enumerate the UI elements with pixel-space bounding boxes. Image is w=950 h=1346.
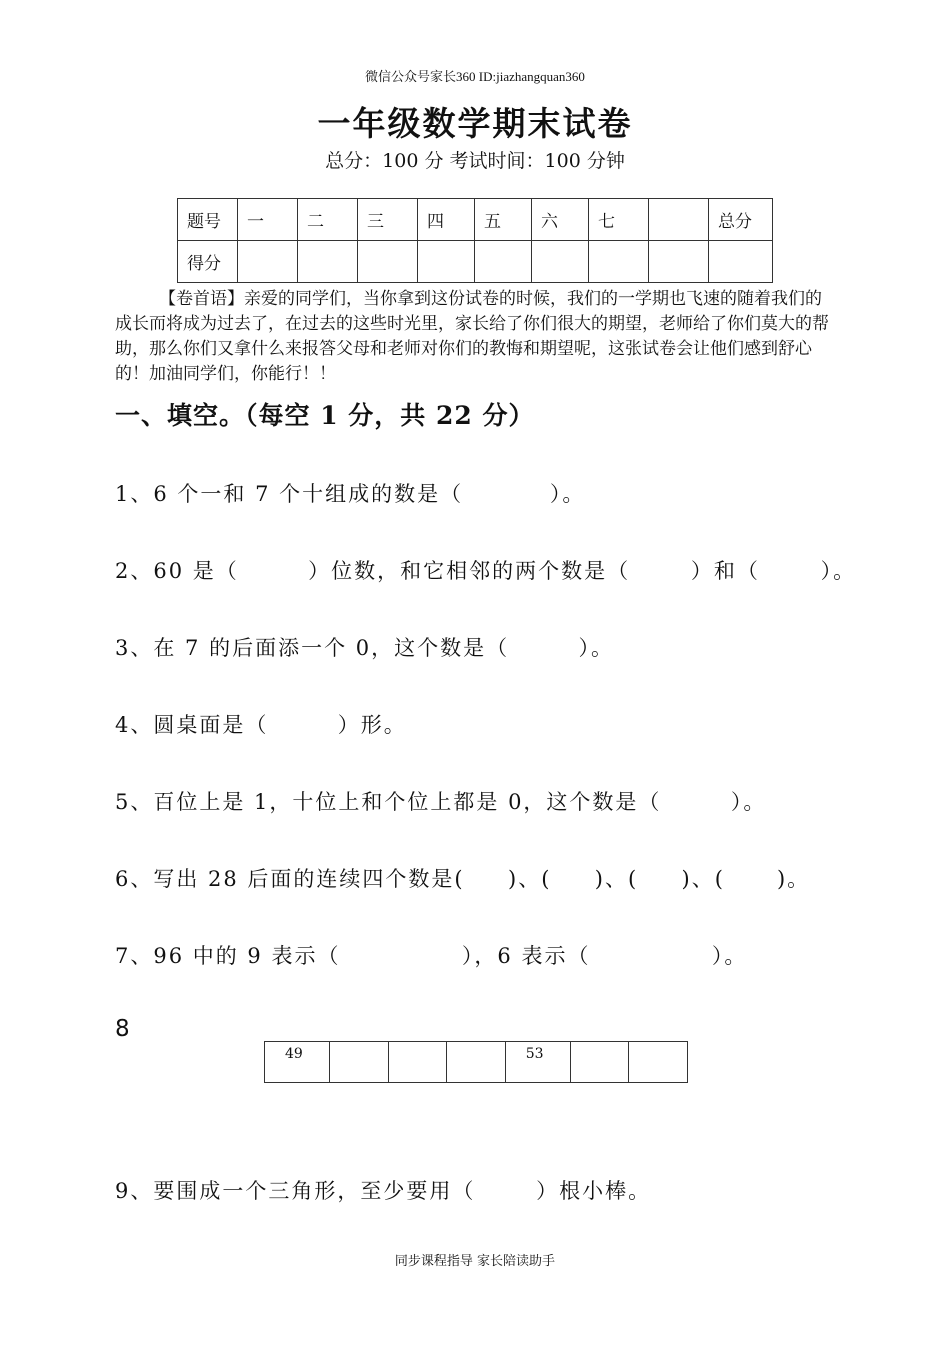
score-cell[interactable] xyxy=(475,241,532,283)
score-cell[interactable] xyxy=(238,241,298,283)
score-header-cell xyxy=(649,199,709,241)
score-table-score-row xyxy=(178,241,773,283)
intro-text: 【卷首语】亲爱的同学们，当你拿到这份试卷的时候，我们的一学期也飞速的随着我们的成长而将成为过去了，在过去的这些时光里，家长给了你们很大的期望，老师给了你们莫大的帮助，那么你们又拿什么来报答父母和老师对你们的教悔和期望呢，这张试卷会让他们感到舒心的！加油同学们，你能行！！ xyxy=(115,289,829,384)
score-header-cell: 三 xyxy=(358,199,418,241)
question-9: 9、要围成一个三角形，至少要用（ ）根小棒。 xyxy=(115,1179,652,1203)
score-cell[interactable] xyxy=(709,241,773,283)
score-cell: 得分 xyxy=(178,241,238,283)
score-cell[interactable] xyxy=(358,241,418,283)
score-cell[interactable] xyxy=(298,241,358,283)
footer-note: 同步课程指导 家长陪读助手 xyxy=(394,1254,556,1269)
sequence-cell[interactable] xyxy=(388,1042,447,1083)
sequence-cell: 49 xyxy=(265,1042,330,1083)
sequence-cell[interactable] xyxy=(330,1042,389,1083)
score-table xyxy=(177,198,773,283)
score-header-cell: 七 xyxy=(589,199,649,241)
sequence-cell[interactable] xyxy=(629,1042,688,1083)
question-1: 1、6 个一和 7 个十组成的数是（ ）。 xyxy=(115,482,586,506)
score-header-cell: 二 xyxy=(298,199,358,241)
score-header-cell: 四 xyxy=(418,199,475,241)
question-2: 2、60 是（ ）位数，和它相邻的两个数是（ ）和（ ）。 xyxy=(115,559,857,583)
score-header-cell: 题号 xyxy=(178,199,238,241)
question-8-number: 8 xyxy=(115,1016,130,1042)
score-cell[interactable] xyxy=(649,241,709,283)
number-sequence-table xyxy=(264,1041,688,1083)
score-cell[interactable] xyxy=(532,241,589,283)
sequence-cell[interactable] xyxy=(570,1042,629,1083)
question-3: 3、在 7 的后面添一个 0，这个数是（ ）。 xyxy=(115,636,615,660)
page-title: 一年级数学期末试卷 xyxy=(317,104,633,143)
section-title: 一、填空。（每空 1 分，共 22 分） xyxy=(115,401,535,430)
score-header-cell: 一 xyxy=(238,199,298,241)
question-4: 4、圆桌面是（ ）形。 xyxy=(115,713,407,737)
sequence-cell: 53 xyxy=(505,1042,570,1083)
score-cell[interactable] xyxy=(589,241,649,283)
question-7: 7、96 中的 9 表示（ ），6 表示（ ）。 xyxy=(115,944,748,968)
score-header-cell: 五 xyxy=(475,199,532,241)
score-table-header-row xyxy=(178,199,773,241)
score-header-cell: 总分 xyxy=(709,199,773,241)
question-6: 6、写出 28 后面的连续四个数是( )、( )、( )、( )。 xyxy=(115,867,811,891)
intro-paragraph xyxy=(115,287,837,387)
sequence-cell[interactable] xyxy=(447,1042,506,1083)
question-5: 5、百位上是 1，十位上和个位上都是 0，这个数是（ ）。 xyxy=(115,790,767,814)
score-cell[interactable] xyxy=(418,241,475,283)
sequence-row xyxy=(265,1042,688,1083)
exam-info: 总分：100 分 考试时间：100 分钟 xyxy=(325,150,625,172)
header-note: 微信公众号家长360 ID:jiazhangquan360 xyxy=(365,69,585,84)
score-header-cell: 六 xyxy=(532,199,589,241)
